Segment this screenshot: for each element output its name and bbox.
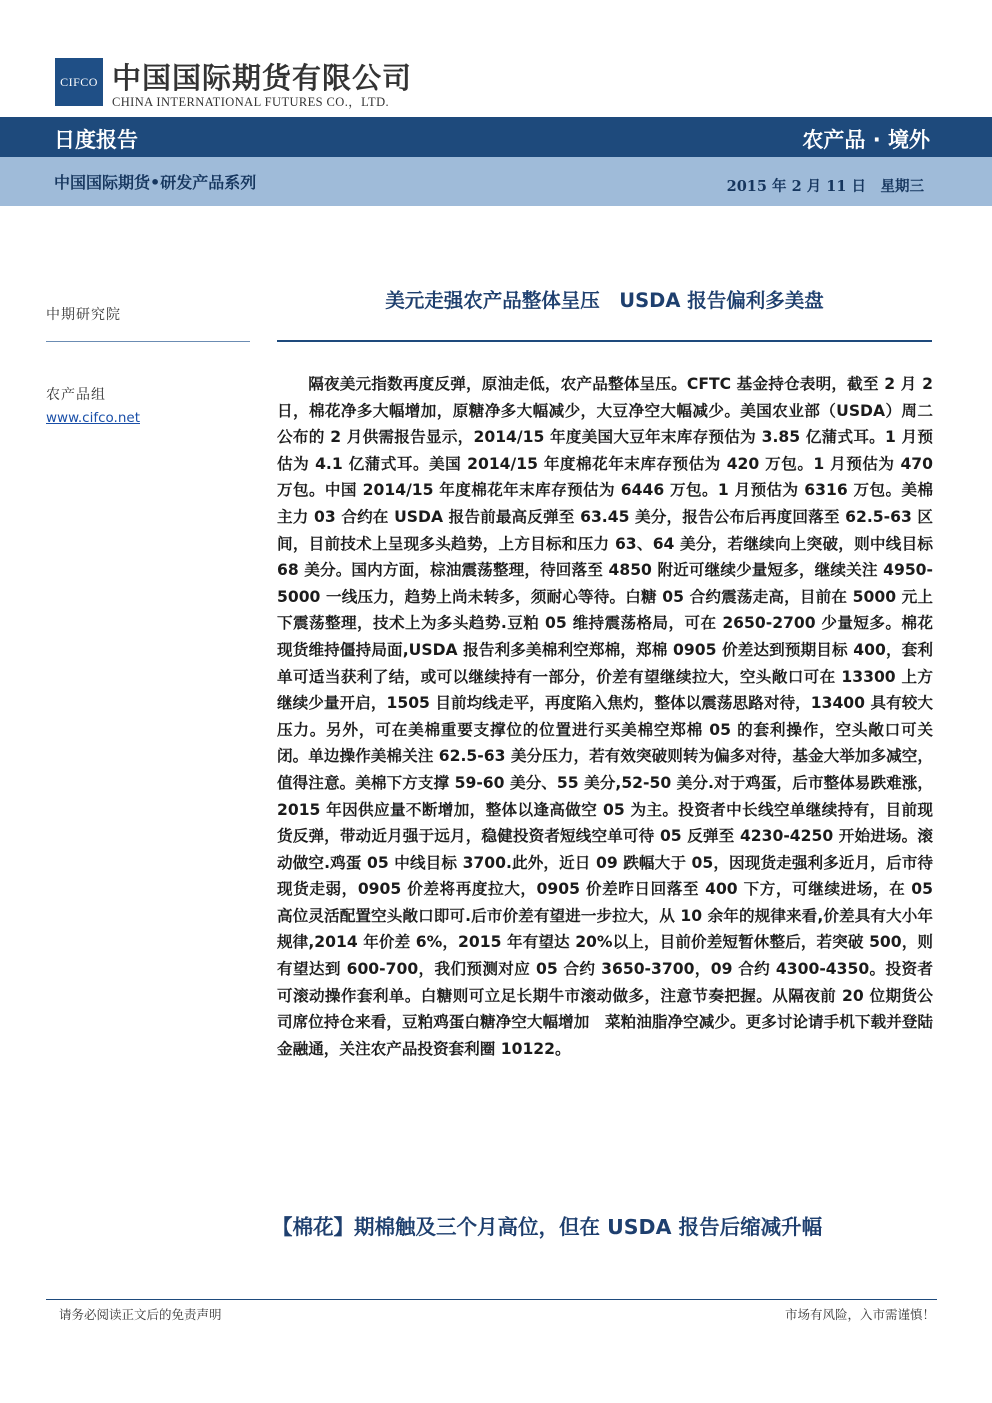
footer-risk-notice: 市场有风险，入市需谨慎！ <box>784 1307 935 1322</box>
footer-disclaimer: 请务必阅读正文后的免责声明 <box>59 1307 222 1322</box>
sidebar-divider <box>46 341 250 342</box>
report-date: 2015 年 2 月 11 日 星期三 <box>726 178 924 195</box>
website-link[interactable]: www.cifco.net <box>46 410 140 426</box>
report-type: 日度报告 <box>54 128 138 152</box>
article-title: 美元走强农产品整体呈压 USDA 报告偏利多美盘 <box>385 289 824 312</box>
company-name-en: CHINA INTERNATIONAL FUTURES CO.，LTD. <box>112 95 390 109</box>
report-series: 中国国际期货•研发产品系列 <box>54 173 257 192</box>
sidebar <box>46 300 250 426</box>
title-divider <box>277 340 932 342</box>
article-body: 隔夜美元指数再度反弹，原油走低，农产品整体呈压。CFTC 基金持仓表明，截至 2 月 2 日，棉花净多大幅增加，原糖净多大幅减少，大豆净空大幅减少。美国农业部（USDA）周二公布的 2 月供需报告显示，2014/15 年度美国大豆年末库存预估为 3.85 亿蒲式耳。1 月预估为 4.1 亿蒲式耳。美国 2014/15 年度棉花年末库存预估为 420 万包。1 月预估为 470 万包。中国 2014/15 年度棉花年末库存预估为 6446 万包。1 月预估为 6316 万包。美棉主力 03 合约在 USDA 报告前最高反弹至 63.45 美分，报告公布后再度回落至 62.5-63 区间，目前技术上呈现多头趋势，上方目标和压力 63、64 美分，若继续向上突破，则中线目标 68 美分。国内方面，棕油震荡整理，待回落至 4850 附近可继续少量短多，继续关注 4950-5000 一线压力，趋势上尚未转多，须耐心等待。白糖 05 合约震荡走高，目前在 5000 元上下震荡整理，技术上为多头趋势.豆粕 05 维持震荡格局，可在 2650-2700 少量短多。棉花现货维持僵持局面,USDA 报告利多美棉利空郑棉，郑棉 0905 价差达到预期目标 400，套利单可适当获利了结，或可以继续持有一部分，价差有望继续拉大，空头敞口可在 13300 上方继续少量开启，1505 目前均线走平，再度陷入焦灼，整体以震荡思路对待，13400 具有较大压力。另外，可在美棉重要支撑位的位置进行买美棉空郑棉 05 的套利操作，空头敞口可关闭。单边操作美棉关注 62.5-63 美分压力，若有效突破则转为偏多对待，基金大举加多减空，值得注意。美棉下方支撑 59-60 美分、55 美分,52-50 美分.对于鸡蛋，后市整体易跌难涨，2015 年因供应量不断增加，整体以逢高做空 05 为主。投资者中长线空单继续持有，目前现货反弹，带动近月强于远月，稳健投资者短线空单可待 05 反弹至 4230-4250 开始进场。滚动做空.鸡蛋 05 中线目标 3700.此外，近日 09 跌幅大于 05，因现货走强利多近月，后市待现货走弱，0905 价差将再度拉大，0905 价差昨日回落至 400 下方，可继续进场，在 05 高位灵活配置空头敞口即可.后市价差有望进一步拉大，从 10 余年的规律来看,价差具有大小年规律,2014 年价差 6%，2015 年有望达 20%以上，目前价差短暂休整后，若突破 500，则有望达到 600-700，我们预测对应 05 合约 3650-3700，09 合约 4300-4350。投资者可滚动操作套利单。白糖则可立足长期牛市滚动做多，注意节奏把握。从隔夜前 20 位期货公司席位持仓来看，豆粕鸡蛋白糖净空大幅增加 菜粕油脂净空减少。更多讨论请手机下载并登陆金融通，关注农产品投资套利圈 10122。 <box>277 375 933 1058</box>
institute-name: 中期研究院 <box>46 307 121 323</box>
team-name: 农产品组 <box>46 387 106 403</box>
section-heading-cotton: 【棉花】期棉触及三个月高位，但在 USDA 报告后缩减升幅 <box>272 1215 823 1239</box>
company-logo <box>55 58 415 110</box>
cifco-logo-mark: CIFCO <box>55 58 103 106</box>
report-header-bar <box>0 117 992 157</box>
footer-divider <box>46 1299 937 1300</box>
report-subheader-bar <box>0 157 992 206</box>
company-name-cn: 中国国际期货有限公司 <box>112 61 413 95</box>
report-category: 农产品 · 境外 <box>802 128 930 152</box>
